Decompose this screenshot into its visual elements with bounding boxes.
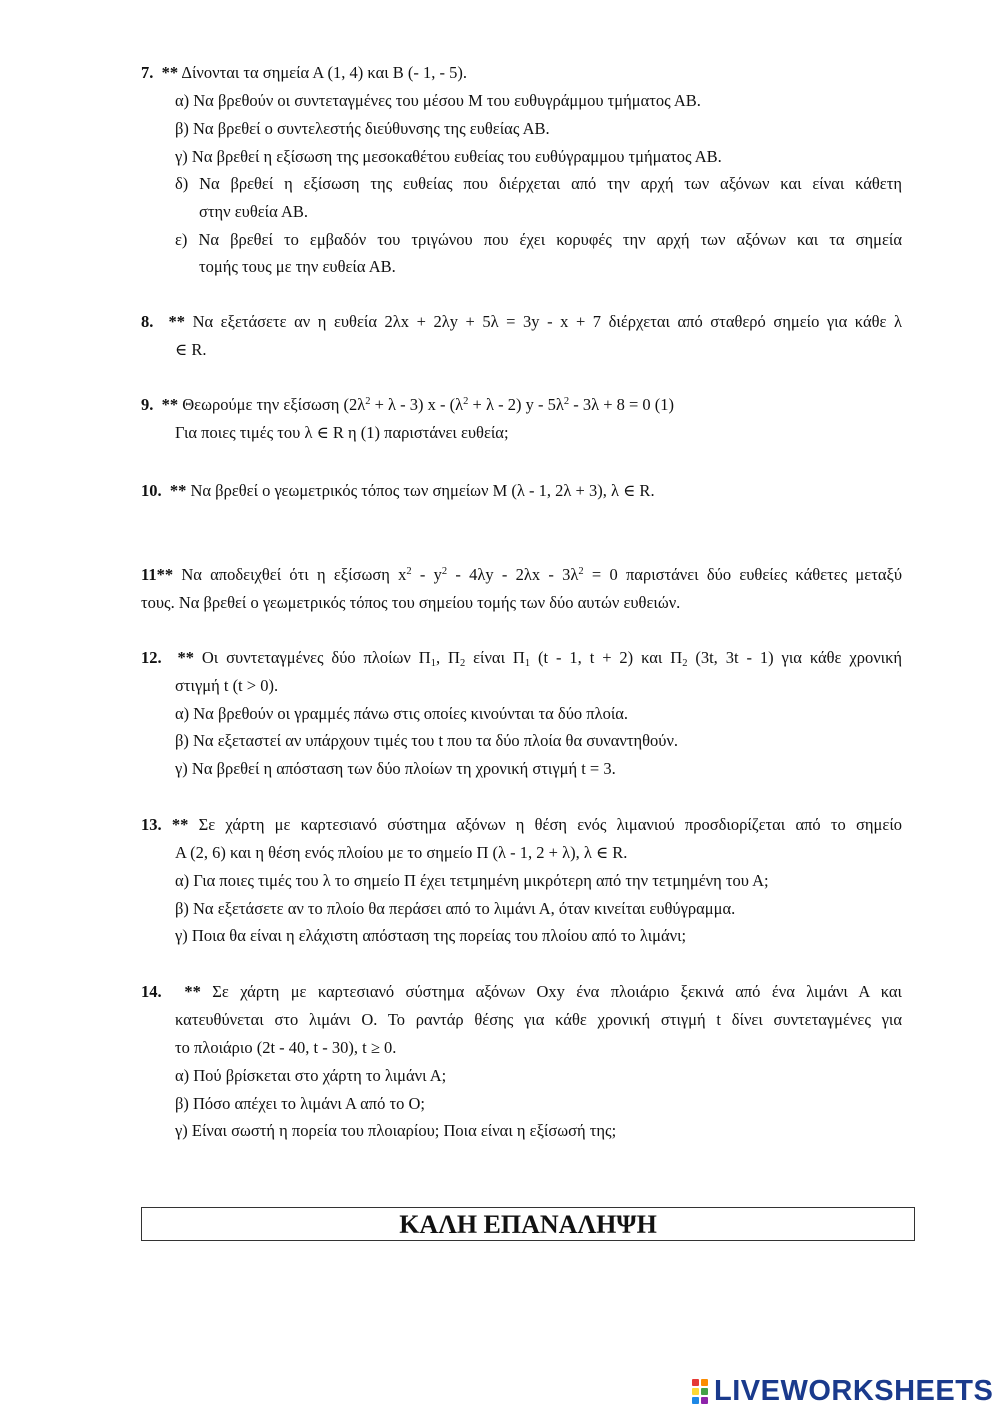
difficulty-stars: ** (184, 982, 201, 1001)
exponent: 2 (365, 396, 371, 407)
difficulty-stars: ** (169, 481, 187, 500)
problem-number: 10. (141, 481, 162, 500)
problem-8-cont: ∈ R. (175, 340, 207, 359)
problem-14-part-c: γ) Είναι σωστή η πορεία του πλοιαρίου; Ποια είναι η εξίσωσή της; (175, 1121, 617, 1140)
problem-text: (3t, 3t - 1) για κάθε χρονική (687, 648, 903, 667)
equation-part: Θεωρούμε την εξίσωση (2λ (182, 395, 366, 414)
equation-part: - 4λy - 2λx - 3λ (447, 565, 579, 584)
problem-11-cont: τους. Να βρεθεί ο γεωμετρικός τόπος του σημείου τομής των δύο αυτών ευθειών. (141, 593, 681, 612)
liveworksheets-logo-icon (692, 1379, 708, 1404)
exponent: 2 (406, 566, 412, 577)
logo-square (692, 1397, 699, 1404)
subscript: 2 (459, 658, 466, 669)
problem-13-cont: Α (2, 6) και η θέση ενός πλοίου με το σημείο Π (λ - 1, 2 + λ), λ ∈ R. (175, 843, 628, 862)
logo-square (692, 1379, 699, 1386)
logo-square (701, 1379, 708, 1386)
problem-13-part-a: α) Για ποιες τιμές του λ το σημείο Π έχει τετμημένη μικρότερη από την τετμημένη του Α; (175, 871, 769, 890)
problem-10-stem (141, 481, 655, 501)
problem-text: , Π (435, 648, 460, 667)
problem-9-question: Για ποιες τιμές του λ ∈ R η (1) παριστάνει ευθεία; (175, 423, 509, 442)
problem-7-part-a: α) Να βρεθούν οι συντεταγμένες του μέσου Μ του ευθυγράμμου τμήματος ΑΒ. (175, 91, 701, 110)
problem-14-cont-1: κατευθύνεται στο λιμάνι Ο. Το ραντάρ θέσης για κάθε χρονική στιγμή t δίνει συντεταγμένες για (175, 1010, 902, 1029)
problem-12-part-b: β) Να εξεταστεί αν υπάρχουν τιμές του t που τα δύο πλοία θα συναντηθούν. (175, 731, 679, 750)
problem-text: Σε χάρτη με καρτεσιανό σύστημα αξόνων η θέση ενός λιμανιού προσδιορίζεται από το σημείο (198, 815, 903, 834)
exponent: 2 (563, 396, 570, 407)
closing-banner: ΚΑΛΗ ΕΠΑΝΑΛΗΨΗ (141, 1207, 915, 1241)
problem-7-part-c: γ) Να βρεθεί η εξίσωση της μεσοκαθέτου ευθείας του ευθύγραμμου τμήματος ΑΒ. (175, 147, 722, 166)
exponent: 2 (578, 566, 584, 577)
equation-part: = 0 παριστάνει δύο ευθείες κάθετες μεταξύ (583, 565, 902, 584)
difficulty-stars: ** (161, 63, 179, 82)
subscript: 2 (682, 658, 688, 669)
equation-part: - 3λ + 8 = 0 (1) (569, 395, 675, 414)
problem-text: Δίνονται τα σημεία Α (1, 4) και Β (- 1, - 5). (181, 63, 468, 82)
problem-number: 12. (141, 648, 162, 667)
problem-12-part-a: α) Να βρεθούν οι γραμμές πάνω στις οποίες κινούνται τα δύο πλοία. (175, 704, 629, 723)
problem-7-part-e-cont: τομής τους με την ευθεία ΑΒ. (199, 257, 396, 276)
equation-part: + λ - 3) x - (λ (370, 395, 464, 414)
subscript: 1 (430, 658, 436, 669)
equation-part: + λ - 2) y - 5λ (468, 395, 564, 414)
equation-part: Να αποδειχθεί ότι η εξίσωση x (173, 565, 407, 584)
problem-13-part-c: γ) Ποια θα είναι η ελάχιστη απόσταση της πορείας του πλοίου από το λιμάνι; (175, 926, 687, 945)
problem-number: 9. (141, 395, 154, 414)
problem-number: 11** (141, 565, 174, 584)
problem-13-part-b: β) Να εξετάσετε αν το πλοίο θα περάσει από το λιμάνι Α, όταν κινείται ευθύγραμμα. (175, 899, 736, 918)
problem-14-stem (141, 982, 902, 1002)
problem-text: Σε χάρτη με καρτεσιανό σύστημα αξόνων Οxy ένα πλοιάριο ξεκινά από ένα λιμάνι Α και (212, 982, 903, 1001)
brand-name: LIVEWORKSHEETS (714, 1374, 994, 1407)
problem-7-part-d: δ) Να βρεθεί η εξίσωση της ευθείας που διέρχεται από την αρχή των αξόνων και είναι κάθετη (175, 174, 902, 193)
problem-number: 7. (141, 63, 154, 82)
problem-text: Να βρεθεί ο γεωμετρικός τόπος των σημείων Μ (λ - 1, 2λ + 3), λ ∈ R. (190, 481, 655, 500)
problem-14-cont-2: το πλοιάριο (2t - 40, t - 30), t ≥ 0. (175, 1038, 397, 1057)
difficulty-stars: ** (168, 312, 185, 331)
difficulty-stars: ** (161, 395, 179, 414)
problem-text: είναι Π (465, 648, 525, 667)
equation-part: - y (411, 565, 442, 584)
logo-square (701, 1397, 708, 1404)
problem-12-part-c: γ) Να βρεθεί η απόσταση των δύο πλοίων τη χρονική στιγμή t = 3. (175, 759, 616, 778)
problem-number: 14. (141, 982, 162, 1001)
problem-7-part-b: β) Να βρεθεί ο συντελεστής διεύθυνσης της ευθείας ΑΒ. (175, 119, 550, 138)
problem-9-stem (141, 395, 674, 415)
problem-11-stem (141, 565, 902, 585)
problem-number: 13. (141, 815, 162, 834)
subscript: 1 (524, 658, 531, 669)
problem-number: 8. (141, 312, 154, 331)
difficulty-stars: ** (171, 815, 189, 834)
problem-text: Οι συντεταγμένες δύο πλοίων Π (201, 648, 431, 667)
problem-text: (t - 1, t + 2) και Π (530, 648, 683, 667)
problem-8-stem (141, 312, 902, 332)
problem-7-part-d-cont: στην ευθεία ΑΒ. (199, 202, 309, 221)
exponent: 2 (441, 566, 448, 577)
logo-square (692, 1388, 699, 1395)
logo-square (701, 1388, 708, 1395)
problem-text: Να εξετάσετε αν η ευθεία 2λx + 2λy + 5λ = 3y - x + 7 διέρχεται από σταθερό σημείο για κάθε λ (192, 312, 903, 331)
difficulty-stars: ** (177, 648, 194, 667)
problem-14-part-b: β) Πόσο απέχει το λιμάνι Α από το Ο; (175, 1094, 426, 1113)
liveworksheets-brand[interactable] (692, 1376, 993, 1406)
problem-13-stem (141, 815, 902, 835)
problem-14-part-a: α) Πού βρίσκεται στο χάρτη το λιμάνι Α; (175, 1066, 447, 1085)
problem-7-stem (141, 63, 467, 83)
problem-12-stem (141, 648, 902, 668)
problem-7-part-e: ε) Να βρεθεί το εμβαδόν του τριγώνου που έχει κορυφές την αρχή των αξόνων και τα σημεία (175, 230, 902, 249)
exponent: 2 (463, 396, 469, 407)
problem-12-cont: στιγμή t (t > 0). (175, 676, 279, 695)
